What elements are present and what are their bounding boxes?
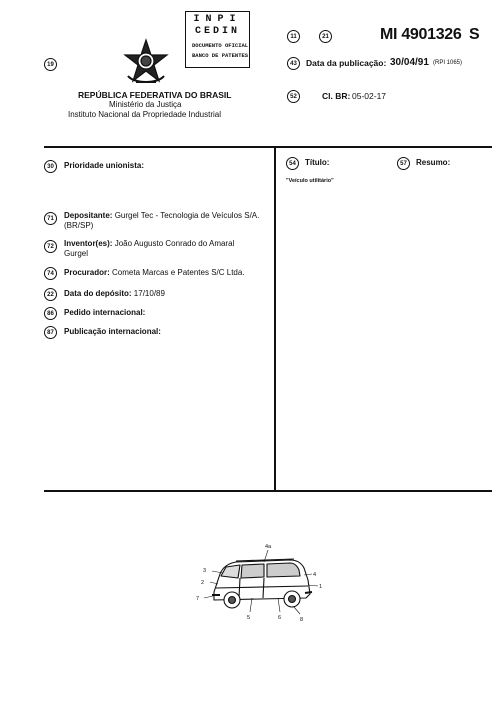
classification-value: 05-02-17: [352, 91, 387, 101]
inid-code-74: 74: [44, 267, 57, 280]
brazil-coat-of-arms-emblem: [122, 38, 170, 86]
drawing-ref-5: 5: [247, 615, 251, 621]
column-divider: [274, 146, 276, 491]
institute-name: Instituto Nacional da Propriedade Industrial: [68, 110, 221, 119]
depositor-value: Gurgel Tec - Tecnologia de Veículos S/A.: [114, 211, 260, 220]
inid-code-52: 52: [287, 90, 300, 103]
drawing-ref-7: 7: [196, 596, 200, 602]
inid-code-71: 71: [44, 212, 57, 225]
filing-date-label: Data do depósito:: [64, 289, 132, 298]
inid-code-87: 87: [44, 326, 57, 339]
inpi-cedin-stamp: [185, 11, 250, 68]
ministry-name: Ministério da Justiça: [109, 100, 182, 109]
title-value: "Veículo utilitário": [286, 178, 334, 184]
stamp-line-banco: BANCO DE PATENTES: [192, 52, 249, 59]
filing-date-field: [64, 289, 165, 298]
attorney-field: [64, 268, 245, 277]
attorney-value: Cometa Marcas e Patentes S/C Ltda.: [112, 268, 245, 277]
inid-code-22: 22: [44, 288, 57, 301]
inid-code-86: 86: [44, 307, 57, 320]
drawing-ref-4: 4: [313, 572, 317, 578]
publication-date-label: Data da publicação:: [306, 58, 387, 68]
drawing-ref-8: 8: [300, 617, 304, 623]
inid-code-72: 72: [44, 240, 57, 253]
depositor-field: [64, 211, 269, 231]
drawing-ref-4a: 4a: [265, 544, 272, 550]
inventor-field: [64, 239, 269, 259]
utility-vehicle-drawing: [190, 540, 330, 625]
patent-number: MI 4901326: [380, 26, 462, 43]
publication-date: 30/04/91: [390, 57, 429, 68]
international-application-label: Pedido internacional:: [64, 308, 146, 317]
inid-code-54: 54: [286, 157, 299, 170]
drawing-ref-1: 1: [319, 584, 323, 590]
stamp-line-cedin: CEDIN: [194, 26, 240, 37]
rpi-number: (RPI 1065): [433, 60, 463, 66]
patent-kind-suffix: S: [469, 26, 480, 43]
inid-code-19: 19: [44, 58, 57, 71]
depositor-value-line2: (BR/SP): [64, 221, 94, 230]
abstract-label: Resumo:: [416, 158, 451, 167]
bottom-rule: [44, 490, 492, 492]
inid-code-43: 43: [287, 57, 300, 70]
stamp-line-documento: DOCUMENTO OFICIAL: [192, 42, 249, 49]
inid-code-57: 57: [397, 157, 410, 170]
drawing-ref-2: 2: [201, 580, 205, 586]
international-publication-label: Publicação internacional:: [64, 327, 161, 336]
inid-code-21: 21: [319, 30, 332, 43]
title-label: Título:: [305, 158, 330, 167]
inid-code-30: 30: [44, 160, 57, 173]
filing-date-value: 17/10/89: [133, 289, 165, 298]
top-rule: [44, 146, 492, 148]
inventor-label: Inventor(es):: [64, 239, 113, 248]
attorney-label: Procurador:: [64, 268, 110, 277]
stamp-line-inpi: INPI: [193, 14, 242, 25]
inid-code-11: 11: [287, 30, 300, 43]
country-name: REPÚBLICA FEDERATIVA DO BRASIL: [78, 90, 232, 100]
drawing-ref-3: 3: [203, 568, 207, 574]
classification-label: Cl. BR:: [322, 91, 351, 101]
depositor-label: Depositante:: [64, 211, 113, 220]
inventor-value: João Augusto Conrado do Amaral: [114, 239, 235, 248]
drawing-ref-6: 6: [278, 615, 282, 621]
priority-label: Prioridade unionista:: [64, 161, 145, 170]
inventor-value-line2: Gurgel: [64, 249, 89, 258]
